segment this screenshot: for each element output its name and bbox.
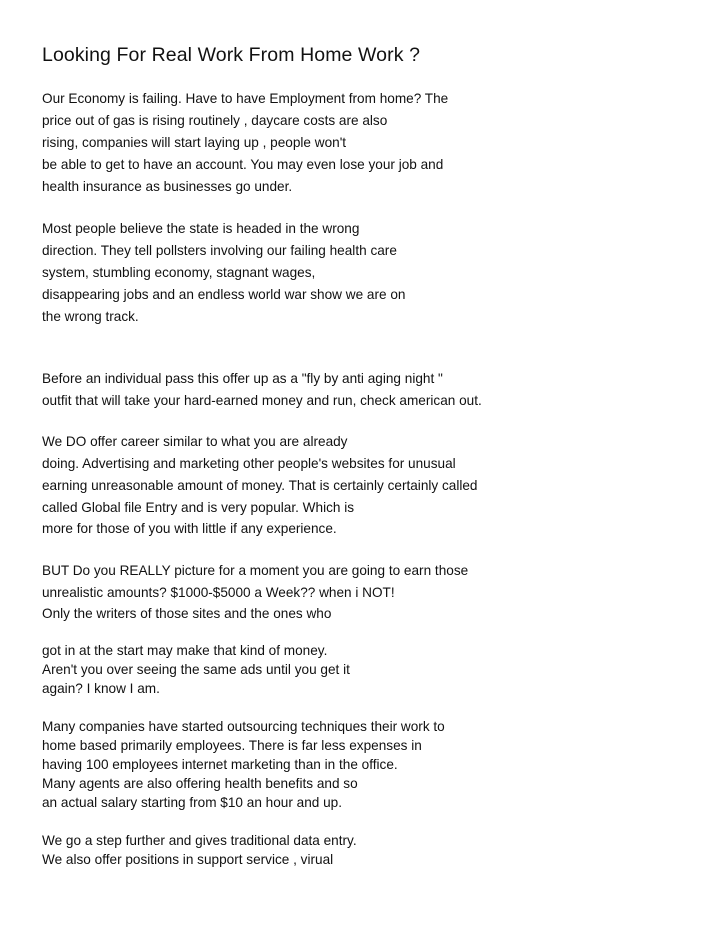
text-line: doing. Advertising and marketing other people's websites for unusual	[42, 456, 456, 471]
text-line: Our Economy is failing. Have to have Employment from home? The	[42, 91, 449, 106]
text-line: disappearing jobs and an endless world war show we are on	[42, 287, 406, 302]
text-line: home based primarily employees. There is far less expenses in	[42, 738, 422, 753]
text-line: be able to get to have an account. You may even lose your job and	[42, 157, 444, 172]
text-line: Aren't you over seeing the same ads until you get it	[42, 662, 350, 677]
text-line: health insurance as businesses go under.	[42, 179, 293, 194]
text-line: Most people believe the state is headed in the wrong	[42, 221, 360, 236]
text-line: the wrong track.	[42, 309, 139, 324]
text-line: got in at the start may make that kind of money.	[42, 643, 328, 658]
text-line: Before an individual pass this offer up as a "fly by anti aging night "	[42, 371, 443, 386]
page-title: Looking For Real Work From Home Work ?	[42, 44, 421, 66]
text-line: system, stumbling economy, stagnant wages,	[42, 265, 316, 280]
text-line: We go a step further and gives traditional data entry.	[42, 833, 357, 848]
text-line: an actual salary starting from $10 an hour and up.	[42, 795, 342, 810]
text-line: BUT Do you REALLY picture for a moment you are going to earn those	[42, 563, 469, 578]
text-line: earning unreasonable amount of money. That is certainly certainly called	[42, 478, 478, 493]
text-line: unrealistic amounts? $1000-$5000 a Week?? when i NOT!	[42, 585, 395, 600]
text-line: outfit that will take your hard-earned money and run, check american out.	[42, 393, 482, 408]
text-line: called Global file Entry and is very popular. Which is	[42, 500, 355, 515]
text-line: having 100 employees internet marketing than in the office.	[42, 757, 398, 772]
text-line: Many agents are also offering health benefits and so	[42, 776, 358, 791]
text-line: Many companies have started outsourcing techniques their work to	[42, 719, 445, 734]
text-line: We DO offer career similar to what you are already	[42, 434, 348, 449]
text-line: direction. They tell pollsters involving our failing health care	[42, 243, 397, 258]
text-line: We also offer positions in support service , virual	[42, 852, 334, 867]
text-line: rising, companies will start laying up , people won't	[42, 135, 347, 150]
text-line: price out of gas is rising routinely , daycare costs are also	[42, 113, 388, 128]
text-line: again? I know I am.	[42, 681, 160, 696]
text-line: more for those of you with little if any experience.	[42, 521, 337, 536]
text-line: Only the writers of those sites and the ones who	[42, 606, 332, 621]
